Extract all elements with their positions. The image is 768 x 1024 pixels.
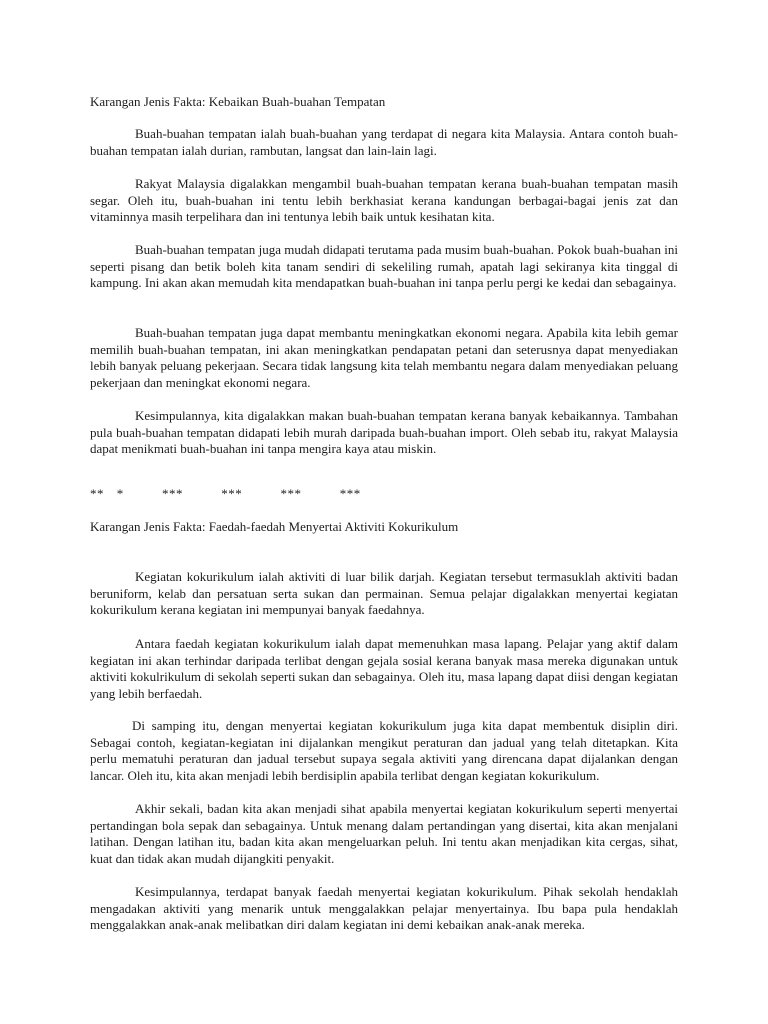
essay2-title: Karangan Jenis Fakta: Faedah-faedah Menyertai Aktiviti Kokurikulum xyxy=(90,519,459,534)
essay2-paragraph-5: Kesimpulannya, terdapat banyak faedah menyertai kegiatan kokurikulum. Pihak sekolah hendaklah mengadakan aktiviti yang menarik untuk menggalakkan pelajar menyertainya. Ibu bapa pula hendaklah menggalakkan anak-anak melibatkan diri dalam kegiatan ini demi kebaikan anak-anak mereka. xyxy=(90,884,678,933)
essay1-paragraph-1: Buah-buahan tempatan ialah buah-buahan yang terdapat di negara kita Malaysia. Antara contoh buah-buahan tempatan ialah durian, rambutan, langsat dan lain-lain lagi. xyxy=(90,126,678,158)
essay2-paragraph-4: Akhir sekali, badan kita akan menjadi sihat apabila menyertai kegiatan kokurikulum seperti menyertai pertandingan bola sepak dan sebagainya. Untuk menang dalam pertandingan yang disertai, kita akan menjalani latihan. Dengan latihan itu, badan kita akan mengeluarkan peluh. Ini tentu akan menjadikan kita cergas, sihat, kuat dan tidak akan mudah dijangkiti penyakit. xyxy=(90,801,678,866)
essay2-paragraph-3: Di samping itu, dengan menyertai kegiatan kokurikulum juga kita dapat membentuk disiplin diri. Sebagai contoh, kegiatan-kegiatan ini dijalankan mengikut peraturan dan jadual yang telah ditetapkan. Kita perlu mematuhi peraturan dan jadual tersebut supaya segala aktiviti yang direncana dapat dijalankan dengan lancar. Oleh itu, kita akan menjadi lebih berdisiplin apabila terlibat dengan kegiatan kokurikulum. xyxy=(90,718,678,783)
essay2-paragraph-2: Antara faedah kegiatan kokurikulum ialah dapat memenuhkan masa lapang. Pelajar yang aktif dalam kegiatan ini akan terhindar daripada terlibat dengan gejala sosial kerana banyak masa mereka digunakan untuk aktiviti kokulrikulum di sekolah seperti sukan dan sebagainya. Oleh itu, masa lapang dapat diisi dengan kegiatan yang lebih berfaedah. xyxy=(90,636,678,701)
essay2-paragraph-1: Kegiatan kokurikulum ialah aktiviti di luar bilik darjah. Kegiatan tersebut termasuklah aktiviti badan beruniform, kelab dan persatuan serta sukan dan permainan. Semua pelajar digalakkan menyertai kegiatan kokurikulum kerana kegiatan ini mempunyai banyak faedahnya. xyxy=(90,569,678,618)
section-separator: ** * *** *** *** *** xyxy=(90,486,361,501)
essay1-paragraph-2: Rakyat Malaysia digalakkan mengambil buah-buahan tempatan kerana buah-buahan tempatan masih segar. Oleh itu, buah-buahan ini tentu lebih berkhasiat kerana kandungan berbagai-bagai jenis zat dan vitaminnya masih terpelihara dan ini tentunya lebih baik untuk kesihatan kita. xyxy=(90,176,678,225)
essay1-paragraph-3: Buah-buahan tempatan juga mudah didapati terutama pada musim buah-buahan. Pokok buah-buahan ini seperti pisang dan betik boleh kita tanam sendiri di sekeliling rumah, apatah lagi sekiranya kita tinggal di kampung. Ini akan akan memudah kita mendapatkan buah-buahan ini tanpa perlu pergi ke kedai dan sebagainya. xyxy=(90,242,678,291)
essay1-paragraph-4: Buah-buahan tempatan juga dapat membantu meningkatkan ekonomi negara. Apabila kita lebih gemar memilih buah-buahan tempatan, ini akan meningkatkan pendapatan petani dan seterusnya dapat menyediakan lebih banyak peluang pekerjaan. Secara tidak langsung kita telah membantu negara dalam menyediakan peluang pekerjaan dan meningkat ekonomi negara. xyxy=(90,325,678,390)
essay1-title: Karangan Jenis Fakta: Kebaikan Buah-buahan Tempatan xyxy=(90,94,386,109)
essay1-paragraph-5: Kesimpulannya, kita digalakkan makan buah-buahan tempatan kerana banyak kebaikannya. Tambahan pula buah-buahan tempatan didapati lebih murah daripada buah-buahan import. Oleh sebab itu, rakyat Malaysia dapat menikmati buah-buahan ini tanpa mengira kaya atau miskin. xyxy=(90,408,678,457)
